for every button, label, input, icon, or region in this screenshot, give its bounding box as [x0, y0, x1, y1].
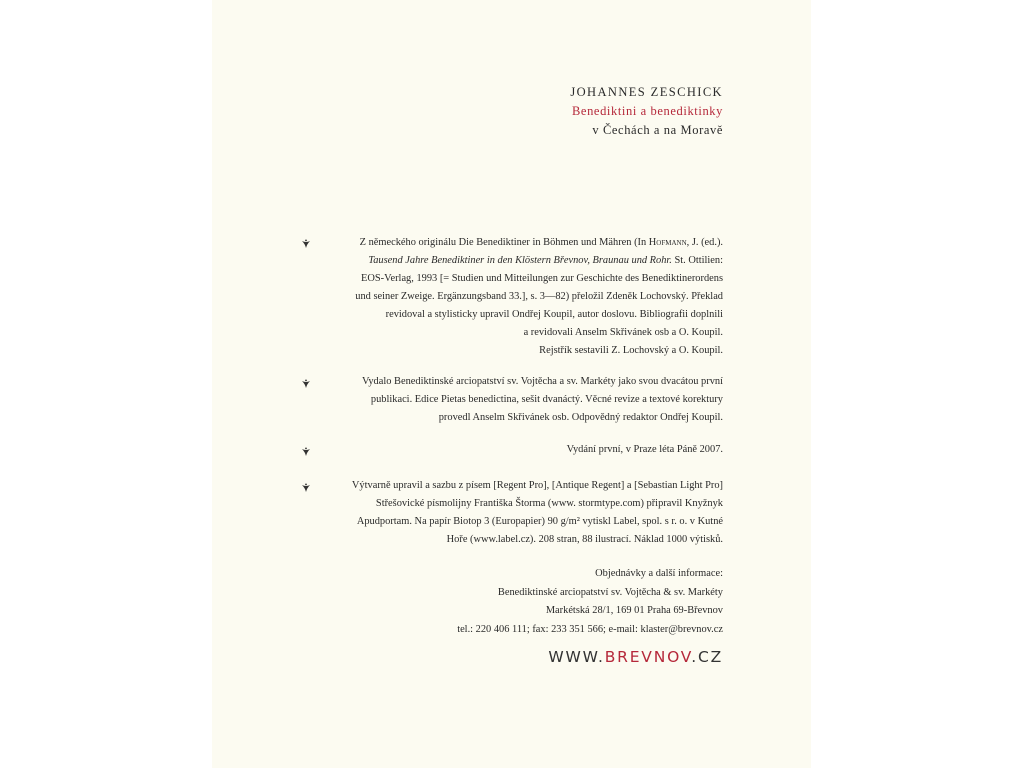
text-line: Apudportam. Na papír Biotop 3 (Europapier) 90 g/m² vytiskl Label, spol. s r. o. v Kutné	[356, 516, 723, 527]
edition-info	[300, 441, 723, 459]
book-subtitle: v Čechách a na Moravě	[592, 123, 723, 137]
contact-address: Markétská 28/1, 169 01 Praha 69-Břevnov	[545, 605, 723, 616]
production-credits	[300, 477, 723, 549]
text-line: Střešovické písmolijny Františka Štorma (www. stormtype.com) připravil Knyžnyk	[375, 498, 723, 509]
text-line: EOS-Verlag, 1993 [= Studien und Mitteilungen zur Geschichte des Benediktinerordens	[361, 273, 723, 284]
text-line: Hoře (www.label.cz). 208 stran, 88 ilustrací. Náklad 1000 výtisků.	[446, 534, 723, 545]
website-url: WWW.BREVNOV.CZ	[548, 648, 723, 666]
text-line: Rejstřík sestavili Z. Lochovský a O. Koupil.	[539, 345, 723, 356]
text-line: Výtvarně upravil a sazbu z písem [Regent Pro], [Antique Regent] a [Sebastian Light Pro]	[351, 480, 723, 491]
text-line: revidoval a stylisticky upravil Ondřej Koupil, autor doslovu. Bibliografii doplnili	[385, 309, 723, 320]
text-line: Vydalo Benediktinské arciopatství sv. Vojtěcha a sv. Markéty jako svou dvacátou první	[362, 376, 723, 387]
original-title: Tausend Jahre Benediktiner in den Klöstern Břevnov, Braunau und Rohr.	[368, 255, 672, 266]
colophon-page	[212, 0, 811, 768]
contact-heading: Objednávky a další informace:	[595, 568, 723, 579]
title-block	[570, 83, 723, 140]
text-line: und seiner Zweige. Ergänzungsband 33.], s. 3—82) přeložil Zdeněk Lochovský. Překlad	[355, 291, 723, 302]
contact-organization: Benediktinské arciopatství sv. Vojtěcha & sv. Markéty	[497, 586, 723, 598]
contact-phone-email: tel.: 220 406 111; fax: 233 351 566; e-mail: klaster@brevnov.cz	[457, 623, 723, 635]
website-brand: BREVNOV	[604, 648, 692, 666]
text-line: a revidovali Anselm Skřivánek osb a O. Koupil.	[523, 327, 723, 338]
text-line: provedl Anselm Skřivánek osb. Odpovědný redaktor Ondřej Koupil.	[438, 412, 723, 423]
publisher-credits	[300, 373, 723, 427]
book-title: Benediktini a benediktinky	[572, 104, 723, 118]
contact-block	[457, 565, 723, 639]
text-line: Vydání první, v Praze léta Páně 2007.	[566, 444, 723, 455]
translation-credits	[300, 234, 723, 360]
author-smallcaps: Hofmann	[648, 237, 687, 248]
text-line: Tausend Jahre Benediktiner in den Klöstern Břevnov, Braunau und Rohr. St. Ottilien:	[368, 255, 723, 266]
text-line: publikaci. Edice Pietas benedictina, sešit dvanáctý. Věcné revize a textové korektury	[370, 394, 723, 405]
author-name: JOHANNES ZESCHICK	[570, 85, 723, 99]
text-line: Z německého originálu Die Benediktiner in Böhmen und Mähren (In Hofmann, J. (ed.).	[359, 237, 723, 248]
